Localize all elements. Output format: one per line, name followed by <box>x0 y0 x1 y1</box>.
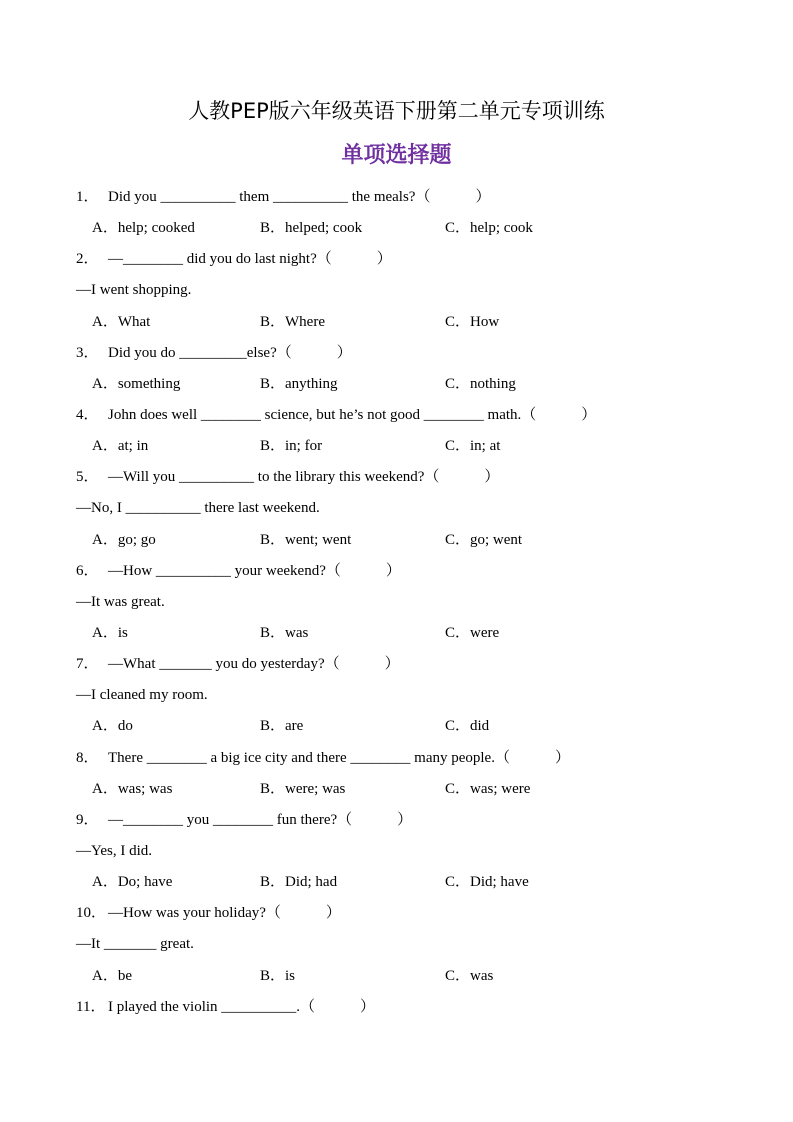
question-stem <box>76 462 756 493</box>
option-b: B．helped; cook <box>260 220 363 237</box>
question-reply: —I cleaned my room. <box>76 687 208 704</box>
option-a: A．help; cooked <box>92 220 195 237</box>
question-text: There ________ a big ice city and there ________ many people.（ ） <box>108 749 570 766</box>
question-stem <box>76 556 756 587</box>
answer-options <box>76 525 756 556</box>
option-b: B．anything <box>260 375 338 392</box>
option-a: A．at; in <box>92 438 149 455</box>
question-text: —Will you __________ to the library this weekend?（ ） <box>108 469 500 486</box>
answer-options <box>76 213 756 244</box>
question-text: Did you do _________else?（ ） <box>108 344 352 361</box>
question-stem <box>76 400 756 431</box>
question-reply: —No, I __________ there last weekend. <box>76 500 320 517</box>
question-text: —________ you ________ fun there?（ ） <box>108 811 413 828</box>
question-text: —How was your holiday?（ ） <box>108 905 341 922</box>
answer-options <box>76 307 756 338</box>
option-a: A．do <box>92 718 133 735</box>
option-c: C．go; went <box>445 531 523 548</box>
question-reply: —Yes, I did. <box>76 842 152 859</box>
option-c: C．help; cook <box>445 220 533 237</box>
question-number: 7． <box>76 656 99 673</box>
question-number: 1． <box>76 189 99 205</box>
question-text: John does well ________ science, but he’s not good ________ math.（ ） <box>108 406 597 423</box>
question-number: 10． <box>76 905 107 922</box>
question-stem <box>76 649 756 680</box>
option-c: C．How <box>445 313 500 330</box>
option-c: C．was; were <box>445 780 531 797</box>
answer-options <box>76 431 756 462</box>
option-a: A．go; go <box>92 531 156 548</box>
answer-options <box>76 711 756 742</box>
question-number: 2． <box>76 251 99 268</box>
question-text: Did you __________ them __________ the meals?（ ） <box>108 189 491 205</box>
answer-options <box>76 961 756 992</box>
option-a: A．something <box>92 375 181 392</box>
option-c: C．were <box>445 624 500 641</box>
option-c: C．nothing <box>445 375 516 392</box>
question-text: —How __________ your weekend?（ ） <box>108 562 401 579</box>
question-number: 4． <box>76 406 99 423</box>
option-a: A．What <box>92 313 151 330</box>
option-b: B．in; for <box>260 438 323 455</box>
question-number: 11． <box>76 998 106 1015</box>
option-b: B．Where <box>260 313 325 330</box>
option-b: B．were; was <box>260 780 346 797</box>
option-c: C．Did; have <box>445 874 529 891</box>
question-reply: —It _______ great. <box>76 936 194 953</box>
option-a: A．is <box>92 624 128 641</box>
question-reply: —I went shopping. <box>76 282 192 299</box>
question-list <box>76 182 756 1023</box>
question-number: 3． <box>76 344 99 361</box>
question-reply: —It was great. <box>76 593 165 610</box>
answer-options <box>76 369 756 400</box>
option-b: B．is <box>260 967 296 984</box>
question-stem <box>76 182 756 213</box>
question-stem <box>76 992 756 1023</box>
question-stem <box>76 743 756 774</box>
option-c: C．in; at <box>445 438 501 455</box>
option-a: A．be <box>92 967 132 984</box>
question-number: 9． <box>76 811 99 828</box>
question-number: 8． <box>76 749 99 766</box>
answer-options <box>76 618 756 649</box>
option-b: B．are <box>260 718 304 735</box>
question-number: 6． <box>76 562 99 579</box>
question-text: —________ did you do last night?（ ） <box>108 251 392 268</box>
option-c: C．was <box>445 967 494 984</box>
question-stem <box>76 805 756 836</box>
question-stem <box>76 898 756 929</box>
answer-options <box>76 774 756 805</box>
option-a: A．Do; have <box>92 874 173 891</box>
option-b: B．went; went <box>260 531 352 548</box>
question-stem <box>76 244 756 275</box>
question-number: 5． <box>76 469 99 486</box>
section-title: 单项选择题 <box>341 143 452 168</box>
question-text: —What _______ you do yesterday?（ ） <box>108 656 400 673</box>
option-c: C．did <box>445 718 490 735</box>
option-b: B．was <box>260 624 309 641</box>
answer-options <box>76 867 756 898</box>
option-b: B．Did; had <box>260 874 338 891</box>
question-stem <box>76 338 756 369</box>
question-text: I played the violin __________.（ ） <box>108 998 376 1015</box>
document-title: 人教PEP版六年级英语下册第二单元专项训练 <box>188 99 605 123</box>
option-a: A．was; was <box>92 780 173 797</box>
